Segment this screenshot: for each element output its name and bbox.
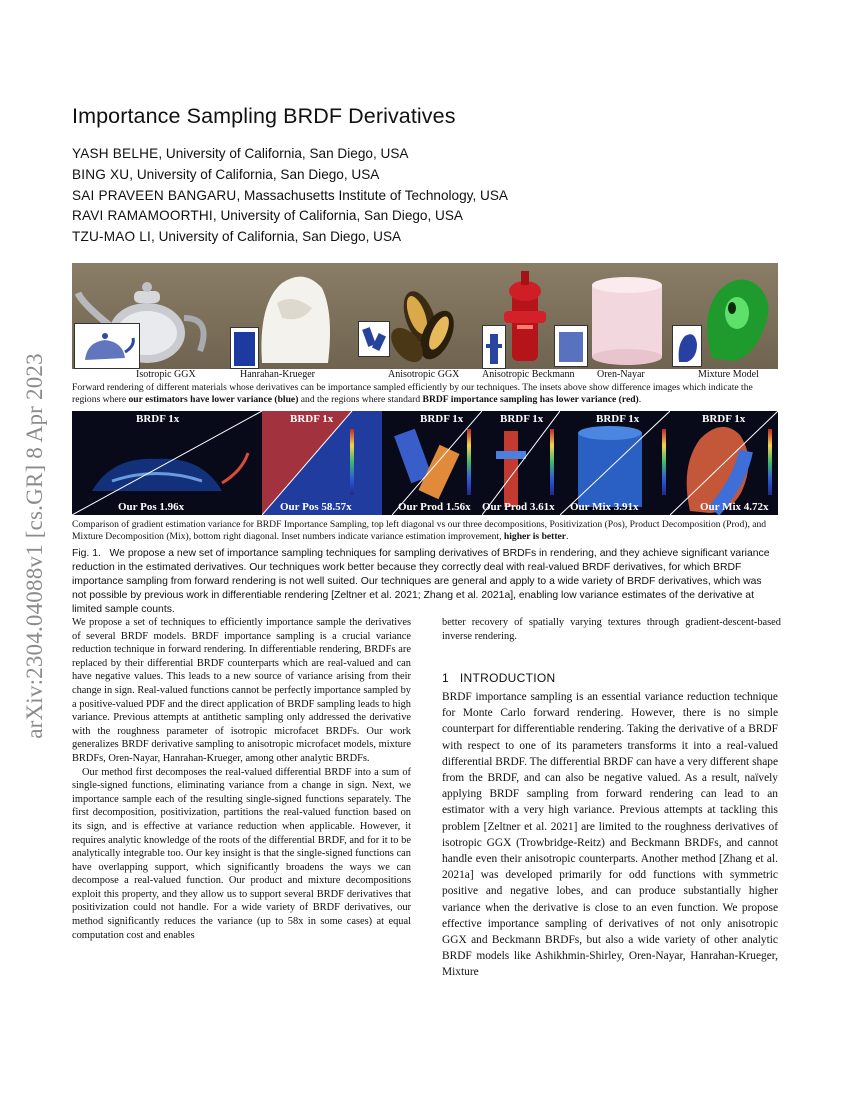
panel-top-label: BRDF 1x	[702, 413, 746, 425]
caption-text: Forward rendering of different materials whose derivatives can be importance sampled efficiently by our techniques. The insets above show difference images which indicate the regions where	[72, 382, 753, 406]
panel-top-label: BRDF 1x	[420, 413, 464, 425]
figure-caption-text: We propose a new set of importance sampling techniques for sampling derivatives of BRDFs in rendering, and they achieve significant variance reduction in the estimated derivatives. Our techniques work better because they correctly deal with real-valued BRDF derivatives, for which BRDF importance sampling from forward rendering is not well suited. Our techniques are general and apply to a wide variety of BRDF derivatives, which was not possible by previous work in differentiable rendering [Zeltner et al. 2021; Zhang et al. 2021a], enabling low variance estimates of the derivative at limited sample counts.	[72, 548, 770, 615]
section-heading	[442, 671, 555, 685]
panel-top-label: BRDF 1x	[136, 413, 180, 425]
panel-top-label: BRDF 1x	[290, 413, 334, 425]
forward-rendering-caption	[72, 382, 778, 407]
author-line	[72, 206, 508, 227]
author-line	[72, 144, 508, 165]
material-label: Oren-Nayar	[597, 369, 645, 380]
caption-bold: our estimators have lower variance (blue)	[128, 394, 299, 406]
cylinder-render	[592, 277, 662, 365]
material-label: Mixture Model	[698, 369, 759, 380]
abstract-left-column	[72, 616, 411, 942]
author-name: BING XU	[72, 166, 130, 182]
variance-comparison-strip	[72, 411, 778, 515]
variance-panel	[482, 411, 560, 515]
difference-inset-mixture-model	[672, 325, 702, 367]
caption-text: Comparison of gradient estimation variance for BRDF Importance Sampling, top left diagonal vs our three decompositions, Positivization (Pos), Product Decomposition (Prod), and Mixture Decomposition (Mix), bottom right diagonal. Inset numbers indicate variance estimation improvement,	[72, 519, 767, 543]
section-number: 1	[442, 671, 449, 685]
panel-bottom-label: Our Pos 58.57x	[280, 501, 352, 513]
author-name: RAVI RAMAMOORTHI	[72, 208, 213, 224]
figure-label: Fig. 1.	[72, 548, 101, 559]
material-label: Hanrahan-Krueger	[240, 369, 315, 380]
author-name: SAI PRAVEEN BANGARU	[72, 187, 237, 203]
difference-inset-oren-nayar	[554, 325, 588, 367]
panel-bottom-label: Our Prod 1.56x	[398, 501, 471, 513]
author-list	[72, 144, 508, 248]
variance-panel	[670, 411, 778, 515]
panel-bottom-label: Our Pos 1.96x	[118, 501, 185, 513]
author-name: YASH BELHE	[72, 146, 159, 161]
color-scale-bar	[768, 429, 772, 495]
author-line	[72, 227, 508, 248]
abstract-paragraph: We propose a set of techniques to efficiently importance sample the derivatives of several BRDF models. BRDF importance sampling is a crucial variance reduction technique in forward rendering. In differentiable rendering, BRDFs are replaced by their differential BRDF counterparts which are real-valued and can have negative values. This leads to a new source of variance arising from their change in sign. Real-valued functions cannot be perfectly importance sampled by a positive-valued PDF and the direct application of BRDF sampling leads to high variance. Previous attempts at antithetic sampling only addressed the derivative with the roughness parameter of isotropic microfacet BRDFs. Our work generalizes BRDF derivative sampling to anisotropic microfacet models, mixture BRDFs, Oren-Nayar, Hanrahan-Krueger, among other analytic BRDFs.	[72, 617, 411, 764]
color-scale-bar	[467, 429, 471, 495]
statue-render	[261, 277, 330, 363]
abstract-paragraph: better recovery of spatially varying textures through gradient-descent-based inverse rendering.	[442, 617, 781, 642]
author-affiliation: , Massachusetts Institute of Technology, USA	[236, 187, 508, 203]
material-label: Isotropic GGX	[136, 369, 196, 380]
section-title: INTRODUCTION	[459, 671, 556, 685]
arxiv-stamp-text: arXiv:2304.04088v1 [cs.GR] 8 Apr 2023	[22, 353, 47, 739]
caption-text: .	[566, 531, 569, 543]
author-line	[72, 186, 508, 207]
hydrant-render	[504, 271, 546, 361]
color-scale-bar	[350, 429, 354, 495]
variance-panel	[262, 411, 382, 515]
color-scale-bar	[550, 429, 554, 495]
caption-bold: higher is better	[503, 531, 567, 543]
author-affiliation: , University of California, San Diego, USA	[129, 166, 380, 182]
arxiv-stamp	[17, 296, 53, 796]
material-label: Anisotropic Beckmann	[482, 369, 575, 380]
variance-caption	[72, 519, 778, 544]
panel-top-label: BRDF 1x	[596, 413, 640, 425]
author-affiliation: , University of California, San Diego, USA	[151, 229, 402, 245]
author-affiliation: , University of California, San Diego, USA	[158, 146, 409, 161]
caption-text: .	[638, 394, 642, 406]
difference-inset-anisotropic-ggx	[358, 321, 390, 357]
abstract-continued	[442, 616, 781, 643]
panel-bottom-label: Our Mix 4.72x	[700, 501, 769, 513]
figure-caption	[72, 547, 778, 617]
difference-inset-anisotropic-beckmann	[482, 325, 506, 369]
panel-top-label: BRDF 1x	[500, 413, 544, 425]
panel-bottom-label: Our Prod 3.61x	[482, 501, 555, 513]
material-labels	[72, 369, 778, 381]
color-scale-bar	[662, 429, 666, 495]
caption-text: and the regions where standard	[298, 394, 423, 406]
variance-panel	[72, 411, 262, 515]
author-name: TZU-MAO LI	[72, 229, 152, 245]
intro-paragraph: BRDF importance sampling is an essential variance reduction technique for Monte Carlo forward rendering. However, there is no simple counterpart for differentiable rendering. Taking the derivative of a BRDF with respect to one of its parameters transforms it into a real-valued differential BRDF. The differential BRDF can have a very different shape from the BRDF, and can also be negative valued. As a result, naïvely applying BRDF sampling from forward rendering can lead to an estimator with a very high variance. Previous attempts at tackling this problem [Zeltner et al. 2021] are limited to the roughness derivatives of isotropic GGX (Trowbridge-Reitz) and Beckmann BRDFs, and cannot handle even their anisotropic counterparts. Another method [Zhang et al. 2021a] was developed primarily for odd functions with symmetric positive and negative lobes, and can produce substantially higher variance when the derivative is close to an even function. We propose effective importance sampling of derivatives of not only anisotropic GGX and Beckmann BRDFs, but also a wide variety of other analytic BRDF models like Ashikhmin-Shirley, Oren-Nayar, Hanrahan-Krueger, Mixture	[442, 691, 778, 979]
forward-rendering-strip	[72, 263, 778, 369]
author-affiliation: , University of California, San Diego, USA	[212, 208, 463, 224]
material-label: Anisotropic GGX	[388, 369, 460, 380]
gold-render	[385, 287, 461, 368]
abstract-paragraph: Our method first decomposes the real-valued differential BRDF into a sum of single-signed functions, eliminating variance from a change in sign. Next, we importance sample each of the resulting single-signed functions separately. The first decomposition, positivization, partitions the real-valued function based on its sign, and is effective at variance reduction when applicable. However, it requires analytic knowledge of the roots of the differential BRDF, and for it to be analytically integrable too. Our key insight is that the single-signed functions can have overlapping support, which significantly broadens the ways we can decompose a real-valued function. Our product and mixture decompositions exploit this property, and they allow us to support several BRDF derivatives that positivization could not handle. For a wide variety of BRDF derivatives, our method significantly reduces the variance (up to 58x in some cases) at equal computation cost and enables	[72, 766, 411, 941]
paper-title: Importance Sampling BRDF Derivatives	[72, 104, 456, 128]
variance-panel	[560, 411, 670, 515]
green-render	[707, 280, 768, 361]
caption-bold: BRDF importance sampling has lower variance (red)	[422, 394, 639, 406]
panel-bottom-label: Our Mix 3.91x	[570, 501, 639, 513]
introduction-text	[442, 689, 778, 981]
difference-inset-isotropic-ggx	[74, 323, 140, 369]
author-line	[72, 165, 508, 186]
difference-inset-hanrahan-krueger	[230, 327, 259, 369]
